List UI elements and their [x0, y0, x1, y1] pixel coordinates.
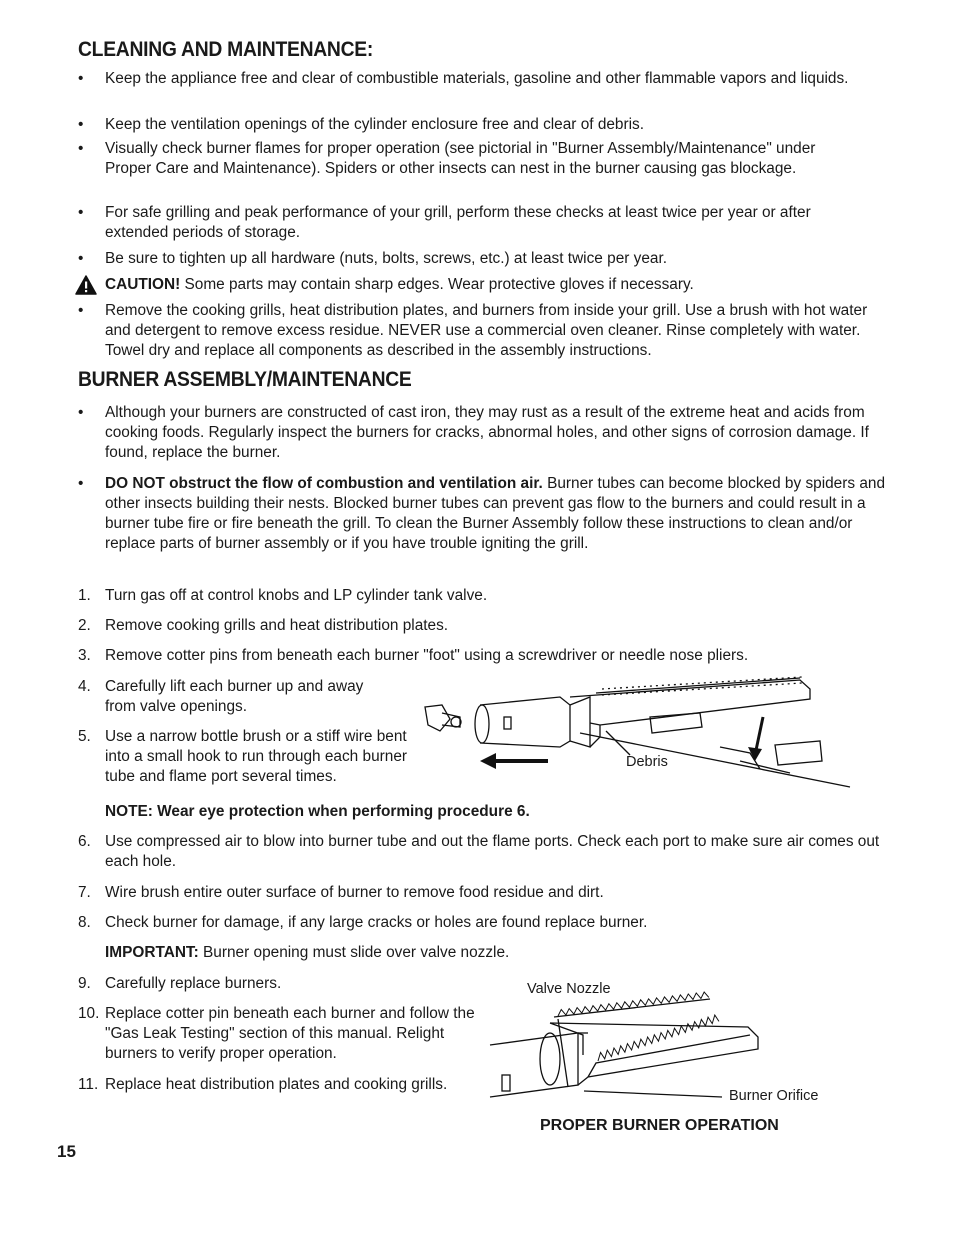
bullet-marker: • [78, 140, 84, 157]
list-item-text: Keep the ventilation openings of the cylinder enclosure free and clear of debris. [105, 116, 645, 133]
note-text: NOTE: Wear eye protection when performing procedure 6. [105, 803, 530, 820]
caution-text: Some parts may contain sharp edges. Wear protective gloves if necessary. [180, 276, 694, 293]
step-number: 6. [78, 833, 91, 850]
step-text: Carefully lift each burner up and away from valve openings. [105, 678, 364, 715]
step-number: 11. [78, 1076, 99, 1093]
step-text: Turn gas off at control knobs and LP cylinder tank valve. [105, 587, 488, 604]
step-number: 1. [78, 587, 91, 604]
step-number: 4. [78, 678, 91, 695]
bullet-marker: • [78, 250, 84, 267]
warning-text: Burner tubes can become blocked by spiders and other insects building their nests. Blocked burner tubes can prevent gas flow to the burners and could result in a burner tube fire or fire beneath the grill. To clean the Burner Assembly follow these instructions to clean and/or replace parts of burner assembly or if you have trouble igniting the grill. [105, 475, 886, 552]
caution-label: CAUTION! [105, 276, 181, 293]
step-text: Replace heat distribution plates and cooking grills. [105, 1076, 448, 1093]
bullet-marker: • [78, 116, 84, 133]
step-text: Remove cooking grills and heat distribution plates. [105, 617, 449, 634]
step-text: Wire brush entire outer surface of burner to remove food residue and dirt. [105, 884, 604, 901]
important-label: IMPORTANT: [105, 944, 199, 961]
figure-title: PROPER BURNER OPERATION [540, 1117, 779, 1134]
important-text: Burner opening must slide over valve nozzle. [198, 944, 510, 961]
bullet-marker: • [78, 475, 84, 492]
step-number: 3. [78, 647, 91, 664]
bullet-marker: • [78, 404, 84, 421]
valve-nozzle-label: Valve Nozzle [527, 981, 611, 997]
step-number: 5. [78, 728, 91, 745]
step-number: 7. [78, 884, 91, 901]
list-item-text: Be sure to tighten up all hardware (nuts, bolts, screws, etc.) at least twice per year. [105, 250, 668, 267]
list-item-text: Although your burners are constructed of cast iron, they may rust as a result of the extreme heat and acids from cooking foods. Regularly inspect the burners for cracks, abnormal holes, and other signs of corrosion damage. If found, replace the burner. [105, 404, 869, 461]
step-text: Replace cotter pin beneath each burner and follow the "Gas Leak Testing" section of this manual. Relight burners to verify proper operation. [105, 1005, 475, 1062]
bullet-marker: • [78, 70, 84, 87]
bullet-marker: • [78, 204, 84, 221]
step-text: Use a narrow bottle brush or a stiff wire bent into a small hook to run through each burner tube and flame port several times. [105, 728, 408, 785]
bullet-marker: • [78, 302, 84, 319]
list-item-text: For safe grilling and peak performance of your grill, perform these checks at least twice per year or after extended periods of storage. [105, 204, 811, 241]
step-number: 9. [78, 975, 91, 992]
list-item-text: Visually check burner flames for proper operation (see pictorial in "Burner Assembly/Maintenance" under Proper Care and Maintenance). Spiders or other insects can nest in the burner causing gas blockage. [105, 140, 816, 177]
step-text: Carefully replace burners. [105, 975, 282, 992]
burner-operation-illustration [488, 995, 763, 1115]
section-title-burner: BURNER ASSEMBLY/MAINTENANCE [78, 368, 412, 391]
debris-label: Debris [626, 754, 668, 770]
warning-triangle-icon [75, 275, 97, 295]
list-item-text [105, 474, 895, 554]
list-item-text: Remove the cooking grills, heat distribution plates, and burners from inside your grill. Use a brush with hot water and detergent to remove excess residue. NEVER use a commercial oven cleaner. Rinse completely with water. Towel dry and replace all components as described in the assembly instructions. [105, 302, 868, 359]
burner-removal-illustration [420, 675, 870, 790]
bold-warning: DO NOT obstruct the flow of combustion and ventilation air. [105, 475, 543, 492]
step-text: Check burner for damage, if any large cracks or holes are found replace burner. [105, 914, 648, 931]
step-text: Use compressed air to blow into burner tube and out the flame ports. Check each port to make sure air comes out each hole. [105, 833, 880, 870]
page-number: 15 [57, 1142, 76, 1161]
step-number: 8. [78, 914, 91, 931]
list-item-text: Keep the appliance free and clear of combustible materials, gasoline and other flammable vapors and liquids. [105, 70, 849, 87]
burner-orifice-label: Burner Orifice [729, 1088, 819, 1104]
section-title-cleaning: CLEANING AND MAINTENANCE: [78, 38, 374, 61]
step-number: 2. [78, 617, 91, 634]
step-number: 10. [78, 1005, 100, 1022]
step-text: Remove cotter pins from beneath each burner "foot" using a screwdriver or needle nose pliers. [105, 647, 749, 664]
